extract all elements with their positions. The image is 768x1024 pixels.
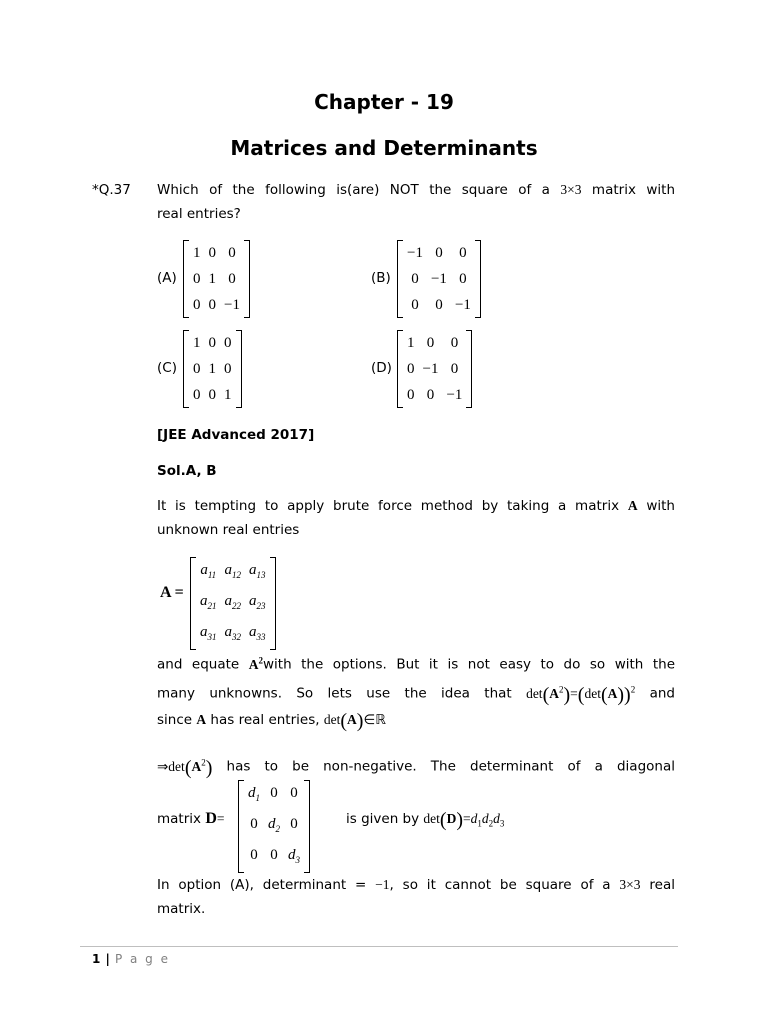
solution-p3: many unknowns. So lets use the idea that $\det(A^2)=(\det(A))^2$ and bbox=[157, 683, 675, 706]
implies-det-formula: $\Rightarrow\det(A^2)$ bbox=[157, 756, 213, 779]
question-text-line2: real entries? bbox=[157, 206, 241, 222]
solution-p6-tail: is given by $\det(D)=d_1d_2d_3$ bbox=[346, 808, 505, 831]
solution-p2: and equate $A^2with$ the options. But it is not easy to do so with the bbox=[157, 655, 675, 673]
chapter-heading: Chapter - 19 bbox=[314, 90, 454, 114]
matrix-a: $a_{11}$ $a_{12}$ $a_{13}$ $a_{21}$ $a_{22}$ $a_{23}$ $a_{31}$ $a_{32}$ $a_{33}$ bbox=[190, 557, 276, 650]
matrix-a-label: A = bbox=[160, 584, 184, 601]
option-d-matrix: 1 0 0 0 −1 0 0 0 −1 bbox=[397, 330, 472, 408]
solution-p5: $\Rightarrow\det(A^2)$ has to be non-negative. The determinant of a diagonal bbox=[157, 756, 675, 779]
solution-answer: Sol.A, B bbox=[157, 463, 217, 479]
page-footer bbox=[92, 948, 170, 967]
solution-p6-label: matrix D= bbox=[157, 810, 225, 827]
question-text-a: Which of the following is(are) NOT the square of a bbox=[157, 182, 550, 198]
footer-divider bbox=[80, 946, 678, 947]
page-number: 1 bbox=[92, 952, 101, 966]
question-dim: 3×3 bbox=[560, 182, 582, 197]
solution-p1-line2: unknown real entries bbox=[157, 522, 300, 538]
option-a-label: (A) bbox=[157, 270, 177, 286]
solution-p7-line2: matrix. bbox=[157, 901, 206, 917]
det-identity-formula: $\det(A^2)=(\det(A))^2$ bbox=[526, 683, 636, 706]
solution-p4: since A has real entries, det(A)∈ℝ bbox=[157, 709, 386, 732]
page-word: P a g e bbox=[114, 952, 170, 966]
question-source: [JEE Advanced 2017] bbox=[157, 427, 315, 443]
page-title: Matrices and Determinants bbox=[230, 136, 538, 160]
solution-p7-line1: In option (A), determinant = −1, so it cannot be square of a 3×3 real bbox=[157, 877, 675, 893]
question-number: *Q.37 bbox=[92, 182, 131, 198]
option-c-label: (C) bbox=[157, 360, 177, 376]
solution-p1-line1: It is tempting to apply brute force method by taking a matrix A with bbox=[157, 498, 675, 514]
diagonal-matrix: $d_1$ 0 0 0 $d_2$ 0 0 0 $d_3$ bbox=[238, 780, 310, 873]
option-b-label: (B) bbox=[371, 270, 391, 286]
page-separator: | bbox=[105, 952, 110, 966]
question-text-line1 bbox=[157, 178, 675, 202]
option-a-matrix: 1 0 0 0 1 0 0 0 −1 bbox=[183, 240, 250, 318]
det-d-formula: $\det(D)=d_1d_2d_3$ bbox=[423, 808, 505, 831]
option-c-matrix: 1 0 0 0 1 0 0 0 1 bbox=[183, 330, 242, 408]
det-real-formula: det(A)∈ℝ bbox=[323, 709, 386, 732]
question-text-b: matrix with bbox=[591, 182, 675, 198]
option-d-label: (D) bbox=[371, 360, 392, 376]
a-squared: $A^2$ bbox=[248, 655, 263, 672]
option-b-matrix: −1 0 0 0 −1 0 0 0 −1 bbox=[397, 240, 481, 318]
